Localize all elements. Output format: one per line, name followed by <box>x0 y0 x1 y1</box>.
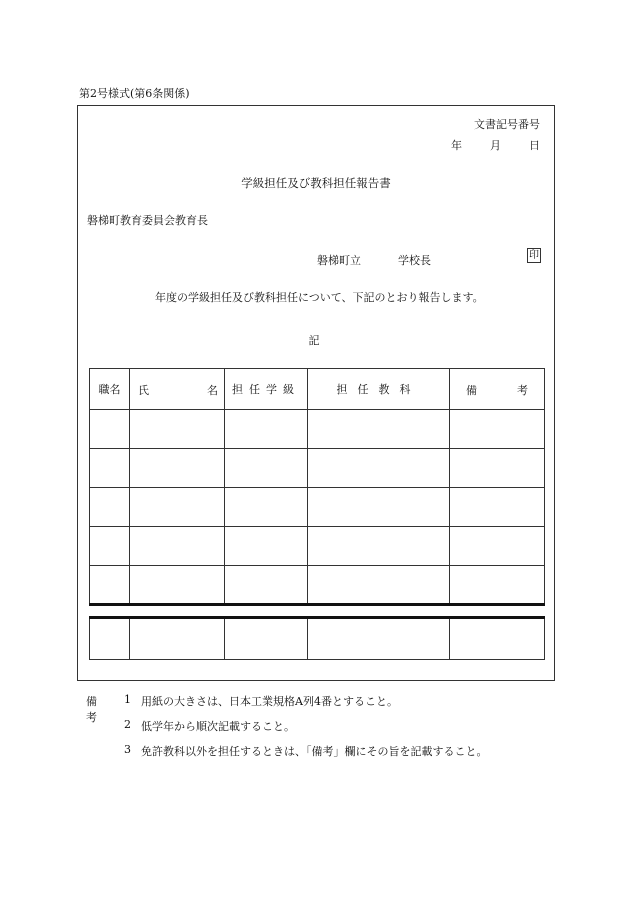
table-cell[interactable] <box>450 488 545 527</box>
table-cell[interactable] <box>90 449 130 488</box>
table-cell[interactable] <box>308 618 450 660</box>
table-cell[interactable] <box>225 488 308 527</box>
table-cell[interactable] <box>225 566 308 605</box>
date-line <box>451 137 540 153</box>
table-cell[interactable] <box>90 488 130 527</box>
note-number: 3 <box>124 743 131 756</box>
table-cell[interactable] <box>450 566 545 605</box>
note-number: 2 <box>124 718 131 731</box>
table-row <box>90 566 545 605</box>
form-title: 第2号様式(第6条関係) <box>79 87 190 100</box>
table-cell[interactable] <box>225 449 308 488</box>
table-cell[interactable] <box>225 410 308 449</box>
table-cell[interactable] <box>130 566 225 605</box>
header-name-left: 氏 <box>138 384 149 397</box>
doc-number-label: 文書記号番号 <box>474 118 540 131</box>
date-day-label: 日 <box>529 139 540 152</box>
report-title: 学級担任及び教科担任報告書 <box>241 176 391 190</box>
table-cell[interactable] <box>450 527 545 566</box>
table-cell[interactable] <box>308 527 450 566</box>
header-note-right: 考 <box>517 384 528 397</box>
table-cell[interactable] <box>90 618 130 660</box>
body-text: 年度の学級担任及び教科担任について、下記のとおり報告します。 <box>155 291 484 304</box>
table-separator <box>90 605 545 618</box>
table-separator-row <box>90 605 545 618</box>
table-cell[interactable] <box>450 618 545 660</box>
table-cell[interactable] <box>130 488 225 527</box>
table-cell[interactable] <box>308 488 450 527</box>
sender-school-label: 磐梯町立 <box>317 254 361 267</box>
table-cell[interactable] <box>90 410 130 449</box>
seal-stamp: 印 <box>529 250 539 261</box>
report-form-box <box>77 105 555 681</box>
date-year-label: 年 <box>451 139 462 152</box>
table-cell[interactable] <box>450 410 545 449</box>
table-row <box>90 488 545 527</box>
table-cell[interactable] <box>130 410 225 449</box>
table-cell[interactable] <box>130 527 225 566</box>
header-position: 職名 <box>90 369 130 410</box>
table-cell[interactable] <box>450 449 545 488</box>
table-cell[interactable] <box>308 449 450 488</box>
table-cell[interactable] <box>308 566 450 605</box>
note-number: 1 <box>124 693 131 706</box>
addressee: 磐梯町教育委員会教育長 <box>87 214 208 227</box>
table-row <box>90 527 545 566</box>
table-cell[interactable] <box>90 566 130 605</box>
notes-label: 備考 <box>86 695 97 724</box>
note-text: 用紙の大きさは、日本工業規格A列4番とすること。 <box>141 695 398 708</box>
table-cell[interactable] <box>225 527 308 566</box>
sender-principal-label: 学校長 <box>398 254 431 267</box>
table-cell[interactable] <box>130 449 225 488</box>
header-name-right: 名 <box>207 384 218 397</box>
table-cell[interactable] <box>90 527 130 566</box>
note-text: 低学年から順次記載すること。 <box>141 720 295 733</box>
header-subject: 担任教科 <box>308 369 450 410</box>
table-cell[interactable] <box>225 618 308 660</box>
table-cell[interactable] <box>308 410 450 449</box>
header-note <box>450 369 545 410</box>
report-table <box>89 368 545 660</box>
table-cell[interactable] <box>130 618 225 660</box>
table-row <box>90 618 545 660</box>
header-class: 担任学級 <box>225 369 308 410</box>
date-month-label: 月 <box>490 139 501 152</box>
ki-label: 記 <box>308 334 320 347</box>
table-row <box>90 410 545 449</box>
header-note-left: 備 <box>466 384 477 397</box>
note-text: 免許教科以外を担任するときは、「備考」欄にその旨を記載すること。 <box>141 745 488 758</box>
table-header-row <box>90 369 545 410</box>
table-row <box>90 449 545 488</box>
header-name <box>130 369 225 410</box>
